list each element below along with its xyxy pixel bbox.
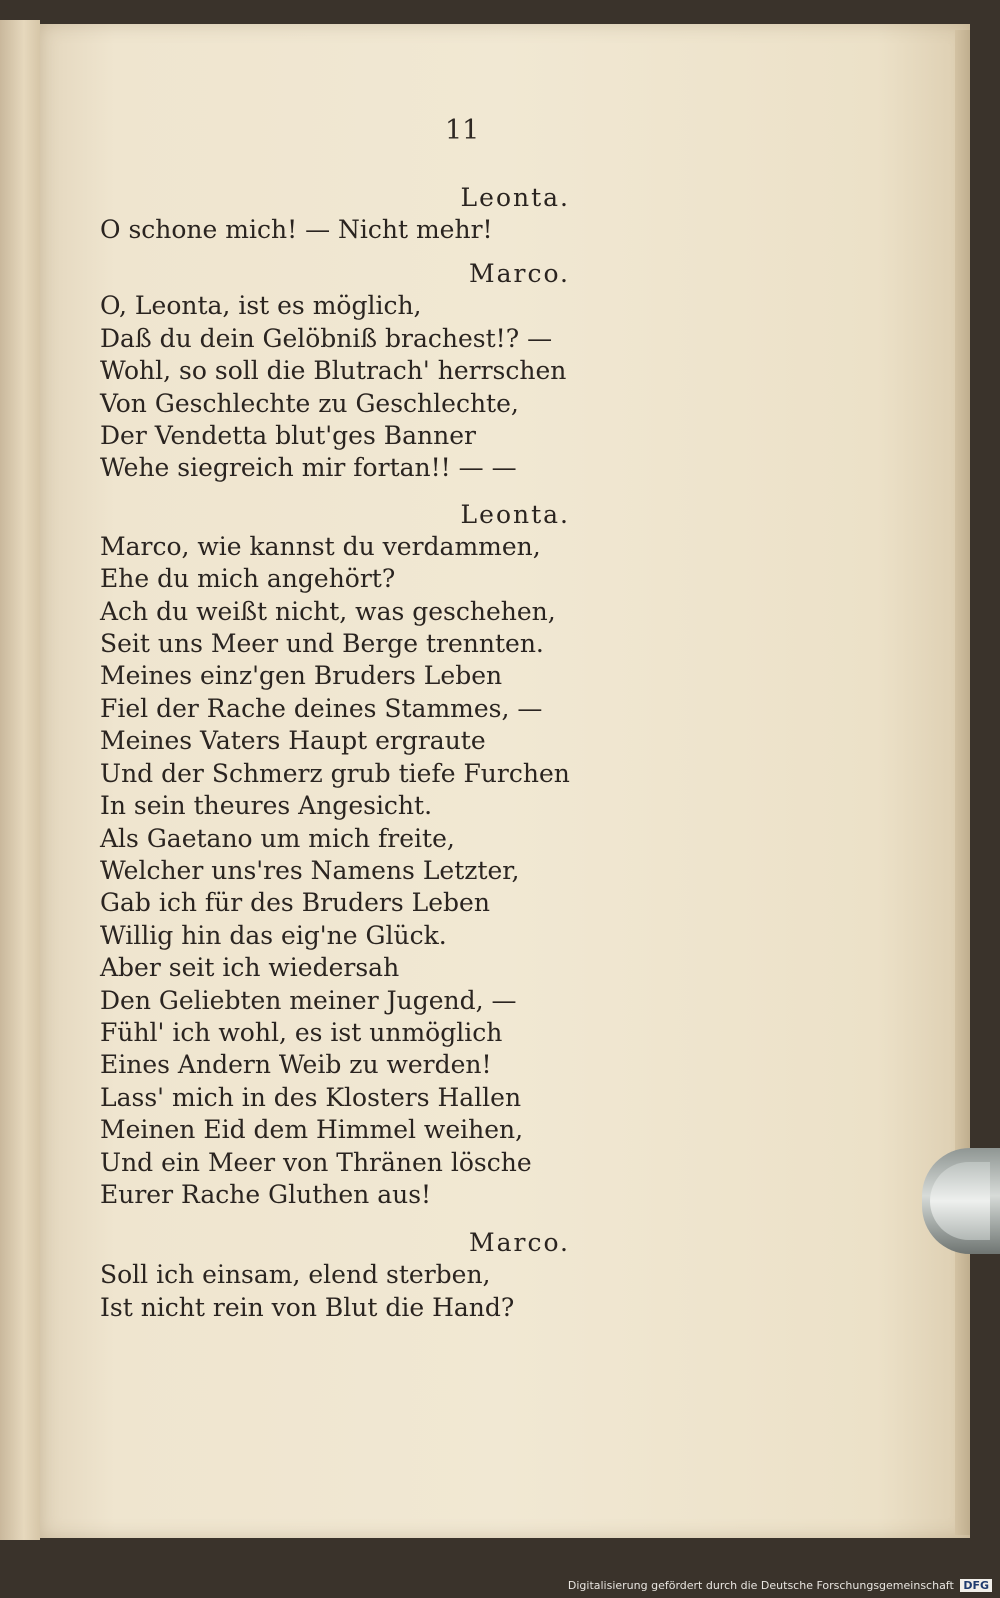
verse-line: Aber seit ich wiedersah [100,953,400,983]
verse-line: O, Leonta, ist es möglich, [100,291,422,321]
drama-text [100,110,570,1324]
speaker-name: Marco. [468,259,570,289]
verse-line: Meines Vaters Haupt ergraute [100,726,486,756]
verse-line: Welcher uns'res Namens Letzter, [100,855,520,885]
verse-line: Daß du dein Gelöbniß brachest!? — [100,323,553,353]
verse-line: Wohl, so soll die Blutrach' herrschen [100,356,567,386]
verse-line: Eurer Rache Gluthen aus! [100,1179,432,1209]
verse-line: Den Geliebten meiner Jugend, — [100,985,517,1015]
verse-line: Meines einz'gen Bruders Leben [100,661,503,691]
speaker-name: Leonta. [460,499,570,529]
verse-line: Ach du weißt nicht, was geschehen, [100,596,556,626]
speech-block [100,258,570,484]
verse-line: Ist nicht rein von Blut die Hand? [100,1292,515,1322]
verse-line: O schone mich! — Nicht mehr! [100,215,493,244]
previous-page-edge [0,20,40,1540]
verse-line: Lass' mich in des Klosters Hallen [100,1082,522,1112]
verse-line: Und ein Meer von Thränen lösche [100,1147,532,1177]
verse-line: Soll ich einsam, elend sterben, [100,1260,491,1290]
speech-block [100,182,570,246]
verse-line: Marco, wie kannst du verdammen, [100,531,541,561]
verse-line: Seit uns Meer und Berge trennten. [100,629,544,659]
dfg-logo: DFG [960,1579,992,1592]
verse-line: Der Vendetta blut'ges Banner [100,421,476,451]
verse-line: Willig hin das eig'ne Glück. [100,920,447,950]
verse-line: Meinen Eid dem Himmel weihen, [100,1115,524,1145]
speech-block [100,499,570,1212]
page-stack-edge [955,30,970,1535]
verse-line: Als Gaetano um mich freite, [100,823,455,853]
speaker-name: Marco. [468,1228,570,1258]
verse-line: In sein theures Angesicht. [100,791,433,821]
verse-line: Und der Schmerz grub tiefe Furchen [100,758,570,788]
page-number: 11 [445,115,480,146]
verse-line: Wehe siegreich mir fortan!! — — [100,453,517,483]
verse-line: Fiel der Rache deines Stammes, — [100,693,543,723]
verse-line: Ehe du mich angehört? [100,564,396,594]
verse-line: Von Geschlechte zu Geschlechte, [100,388,519,418]
speaker-name: Leonta. [460,183,570,212]
verse-line: Gab ich für des Bruders Leben [100,888,490,918]
verse-line: Fühl' ich wohl, es ist unmöglich [100,1017,503,1047]
digitization-footer [568,1579,992,1592]
speech-block [100,1227,570,1324]
footer-text: Digitalisierung gefördert durch die Deutsche Forschungsgemeinschaft [567,1579,954,1592]
verse-line: Eines Andern Weib zu werden! [100,1050,492,1080]
